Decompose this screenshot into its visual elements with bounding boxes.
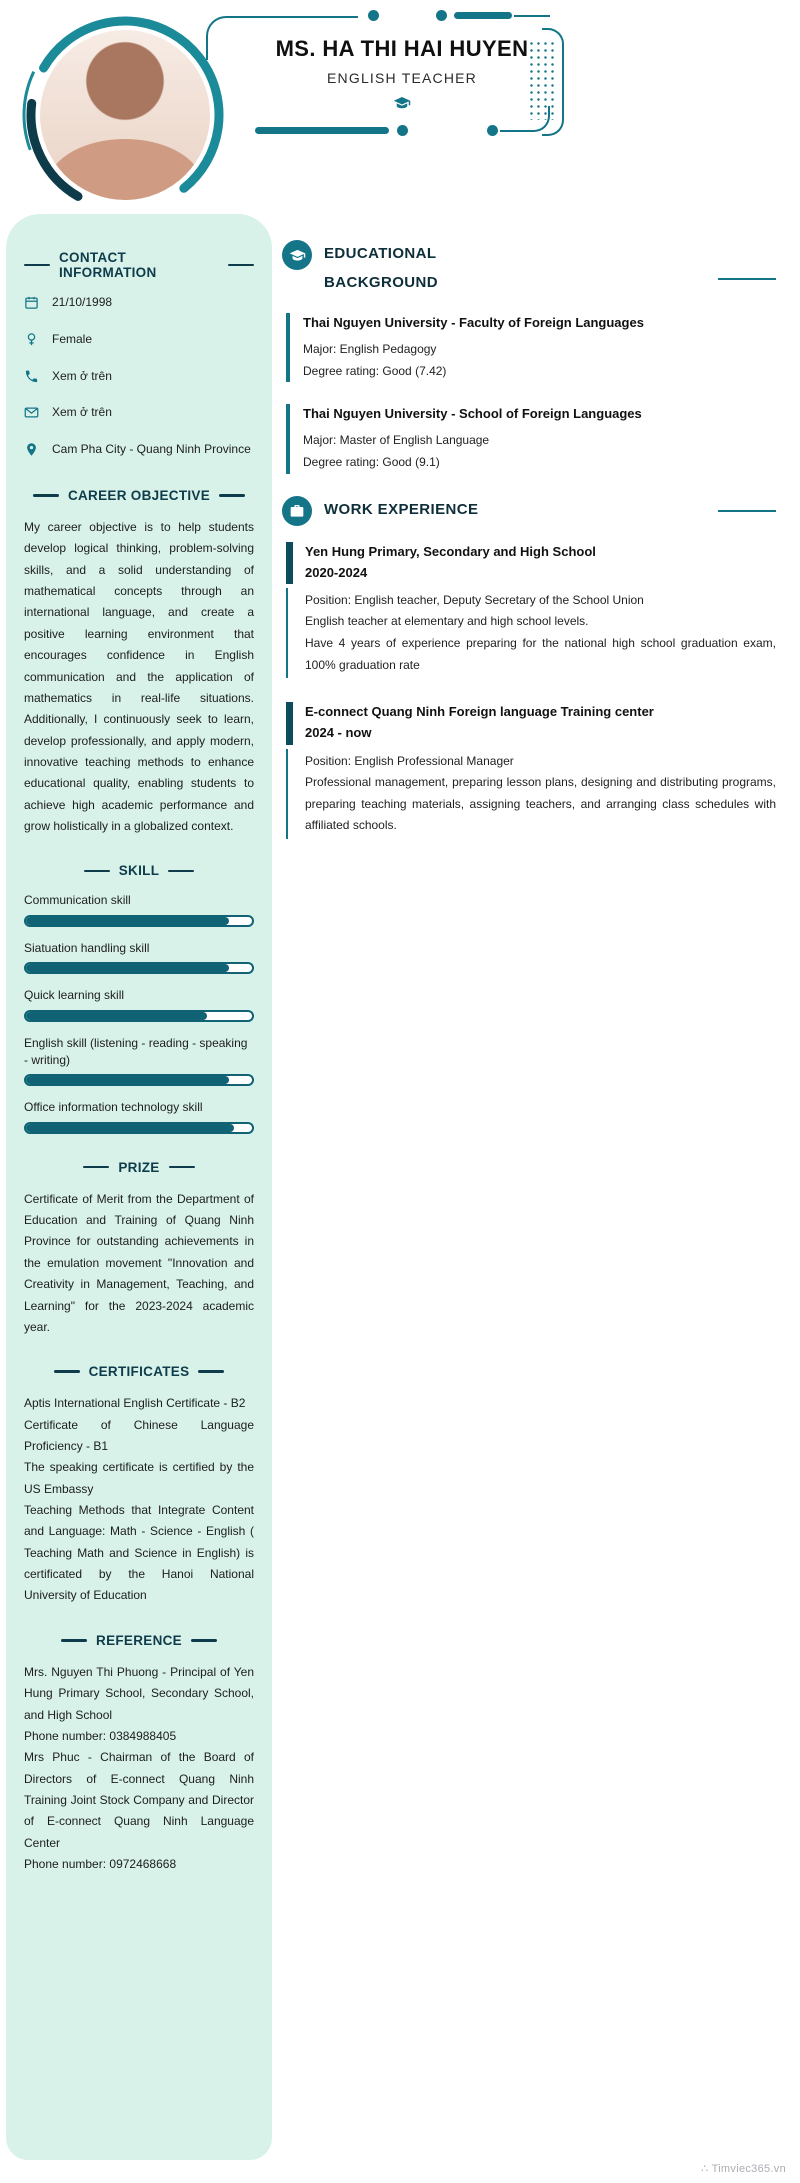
- experience-detail: Professional management, preparing lesson plans, designing and distributing programs, preparing teaching materials, assigning teachers, and arranging class schedules with affiliated schools.: [305, 775, 776, 833]
- skill-bar: [24, 915, 254, 927]
- section-education: [282, 240, 776, 474]
- decor-dot: [436, 10, 447, 21]
- education-heading-line1: EDUCATIONAL: [324, 245, 437, 262]
- skill-item: [24, 1099, 254, 1133]
- skill-bar: [24, 1122, 254, 1134]
- skill-item: [24, 1035, 254, 1087]
- skill-bar-fill: [26, 1124, 234, 1132]
- experience-heading: [282, 496, 776, 526]
- experience-detail: Have 4 years of experience preparing for the national high school graduation exam, 100% graduation rate: [305, 636, 776, 672]
- experience-title-block: [286, 702, 776, 744]
- certificates-heading-label: CERTIFICATES: [88, 1364, 190, 1380]
- watermark: ∴ Timviec365.vn: [701, 2163, 786, 2175]
- candidate-name: MS. HA THI HAI HUYEN: [275, 36, 529, 61]
- reference-heading: [24, 1633, 254, 1648]
- education-heading: [282, 240, 776, 297]
- heading-dash: [24, 264, 50, 267]
- experience-entry: [286, 542, 776, 679]
- contact-item-gender: [24, 331, 254, 352]
- section-reference: [24, 1633, 254, 1876]
- contact-item-text: Xem ở trên: [52, 368, 112, 383]
- calendar-icon: [24, 294, 40, 315]
- reference-line: Mrs. Nguyen Thi Phuong - Principal of Yen Hung Primary School, Secondary School, and High School: [24, 1664, 254, 1722]
- heading-dash: [84, 870, 110, 873]
- skill-label: Quick learning skill: [24, 988, 125, 1003]
- education-heading-label: [324, 240, 438, 297]
- skills-heading-label: SKILL: [118, 863, 160, 879]
- skill-bar-fill: [26, 1012, 207, 1020]
- decor-dot: [487, 125, 498, 136]
- skill-label: Communication skill: [24, 893, 131, 908]
- section-contact: [24, 250, 254, 462]
- location-icon: [24, 441, 40, 462]
- skill-item: [24, 940, 254, 974]
- certificate-line: Aptis International English Certificate - B2: [24, 1396, 246, 1411]
- skill-bar: [24, 962, 254, 974]
- skill-bar-fill: [26, 1076, 229, 1084]
- experience-body: [286, 749, 776, 839]
- decor-bar: [255, 127, 389, 134]
- certificates-heading: [24, 1364, 254, 1379]
- contact-item-email: [24, 404, 254, 425]
- prize-heading-label: PRIZE: [118, 1159, 160, 1175]
- experience-period: 2024 - now: [305, 725, 372, 741]
- section-skills: [24, 863, 254, 1133]
- contact-item-phone: [24, 368, 254, 389]
- career-objective-heading-label: CAREER OBJECTIVE: [67, 487, 211, 503]
- career-objective-text: My career objective is to help students develop logical thinking, problem-solving skills, and a solid understanding of mathematical concepts through an international language, and create a positive learning environment that encourages confidence in English communication and the application of mathematics in real-life situations. Additionally, I continuously seek to learn, develop professionally, and apply modern, innovative teaching methods to enhance educational quality, enabling students to achieve high academic performance and grow holistically in a globalized context.: [24, 519, 254, 834]
- experience-entry: [286, 702, 776, 839]
- certificate-line: Teaching Methods that Integrate Content and Language: Math - Science - English ( Teaching Math and Science in English) is certificated by the Hanoi National University of Education: [24, 1503, 254, 1603]
- skill-item: [24, 987, 254, 1021]
- contact-heading: [24, 250, 254, 280]
- prize-heading: [24, 1160, 254, 1175]
- skill-bar-fill: [26, 964, 229, 972]
- reference-line: Phone number: 0972468668: [24, 1857, 177, 1872]
- section-career-objective: [24, 488, 254, 837]
- heading-dash: [33, 494, 59, 497]
- section-experience: [282, 496, 776, 839]
- experience-body: [286, 588, 776, 678]
- experience-company: Yen Hung Primary, Secondary and High School: [305, 543, 596, 559]
- contact-item-birthdate: [24, 294, 254, 315]
- experience-period: 2020-2024: [305, 564, 368, 580]
- heading-dash: [169, 1166, 195, 1169]
- section-prize: [24, 1160, 254, 1339]
- experience-title-block: [286, 542, 776, 584]
- candidate-title: ENGLISH TEACHER: [327, 70, 477, 86]
- contact-item-address: [24, 441, 254, 462]
- profile-photo-image: [40, 30, 210, 200]
- heading-dash: [198, 1370, 224, 1373]
- experience-position: Position: English teacher, Deputy Secretary of the School Union: [305, 592, 644, 607]
- heading-dash: [191, 1639, 217, 1642]
- skills-heading: [24, 863, 254, 878]
- experience-company: E-connect Quang Ninh Foreign language Training center: [305, 704, 654, 720]
- skill-label: English skill (listening - reading - speaking - writing): [24, 1035, 248, 1067]
- education-rating: Degree rating: Good (7.42): [303, 363, 447, 378]
- decor-dot: [368, 10, 379, 21]
- education-entry: [286, 404, 776, 473]
- certificate-line: Certificate of Chinese Language Proficiency - B1: [24, 1417, 254, 1453]
- gender-icon: [24, 331, 40, 352]
- decor-thin-line: [514, 15, 550, 17]
- reference-line: Phone number: 0384988405: [24, 1728, 177, 1743]
- section-certificates: [24, 1364, 254, 1607]
- skill-label: Siatuation handling skill: [24, 940, 150, 955]
- experience-detail: English teacher at elementary and high school levels.: [305, 614, 589, 629]
- skill-bar: [24, 1010, 254, 1022]
- heading-dash: [54, 1370, 80, 1373]
- heading-dash: [83, 1166, 109, 1169]
- education-school: Thai Nguyen University - Faculty of Foreign Languages: [303, 315, 644, 330]
- skill-bar-fill: [26, 917, 229, 925]
- heading-dash: [168, 870, 194, 873]
- skill-bar: [24, 1074, 254, 1086]
- career-objective-heading: [24, 488, 254, 503]
- main-column: [282, 240, 776, 863]
- education-entry: [286, 313, 776, 382]
- email-icon: [24, 404, 40, 425]
- graduation-cap-icon: [252, 94, 552, 117]
- education-school: Thai Nguyen University - School of Foreign Languages: [303, 406, 642, 422]
- briefcase-icon: [282, 496, 312, 526]
- skill-label: Office information technology skill: [24, 1100, 203, 1115]
- name-block: [252, 36, 552, 117]
- contact-heading-label: CONTACT INFORMATION: [59, 250, 157, 280]
- certificate-line: The speaking certificate is certified by the US Embassy: [24, 1460, 254, 1496]
- heading-dash: [219, 494, 245, 497]
- education-major: Major: Master of English Language: [303, 433, 490, 448]
- graduation-cap-icon: [282, 240, 312, 270]
- contact-item-text: Cam Pha City - Quang Ninh Province: [52, 442, 251, 457]
- decor-dot: [397, 125, 408, 136]
- experience-position: Position: English Professional Manager: [305, 753, 514, 768]
- experience-heading-label: WORK EXPERIENCE: [324, 501, 479, 519]
- education-major: Major: English Pedagogy: [303, 342, 437, 357]
- profile-photo: [22, 12, 228, 218]
- heading-dash: [228, 264, 254, 267]
- sidebar: [6, 214, 272, 2160]
- phone-icon: [24, 368, 40, 389]
- reference-line: Mrs Phuc - Chairman of the Board of Directors of E-connect Quang Ninh Training Joint Stock Company and Director of E-connect Quang Ninh Language Center: [24, 1750, 254, 1850]
- contact-item-text: 21/10/1998: [52, 295, 113, 309]
- reference-heading-label: REFERENCE: [96, 1632, 182, 1648]
- education-rating: Degree rating: Good (9.1): [303, 455, 440, 470]
- prize-text: Certificate of Merit from the Department of Education and Training of Quang Ninh Province for outstanding achievements in the emulation movement "Innovation and Creativity in Management, Teaching, and Learning" for the 2023-2024 academic year.: [24, 1191, 254, 1334]
- contact-item-text: Xem ở trên: [52, 405, 112, 420]
- heading-dash: [61, 1639, 87, 1642]
- contact-item-text: Female: [52, 331, 93, 346]
- education-heading-line2: BACKGROUND: [324, 273, 438, 291]
- heading-rule: [718, 510, 776, 512]
- skill-item: [24, 892, 254, 926]
- decor-bar: [454, 12, 512, 19]
- heading-rule: [718, 278, 776, 280]
